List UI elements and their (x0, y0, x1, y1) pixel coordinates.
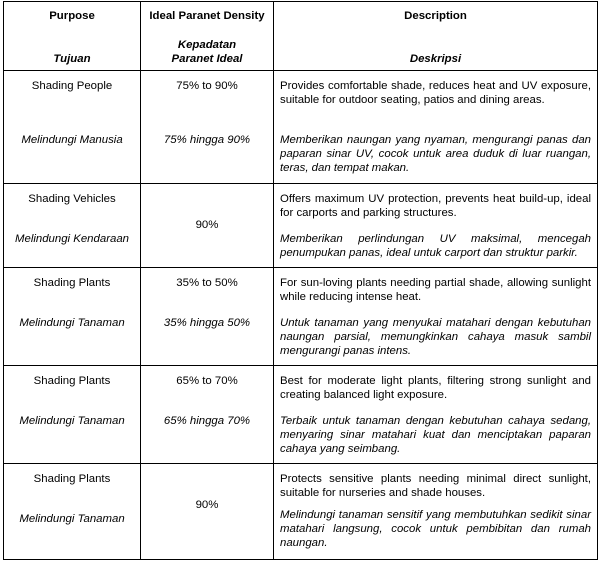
purpose-id: Melindungi Tanaman (19, 513, 125, 525)
header-description-en: Description (404, 10, 467, 22)
description-en: Offers maximum UV protection, prevents heat build-up, ideal for carports and parking structures. (280, 193, 591, 219)
density-value: 90% (195, 499, 219, 511)
header-purpose-en: Purpose (49, 10, 95, 22)
description-en: Protects sensitive plants needing minimal direct sunlight, suitable for nurseries and shade houses. (280, 473, 591, 499)
density-cell (141, 268, 274, 366)
purpose-cell (4, 268, 141, 366)
density-en: 75% to 90% (176, 80, 238, 92)
density-en: 35% to 50% (176, 277, 238, 289)
description-id: Melindungi tanaman sensitif yang membutuhkan sedikit sinar matahari langsung, cocok untuk pembibitan dan rumah naungan. (280, 509, 591, 549)
description-cell (274, 366, 598, 464)
density-cell (141, 71, 274, 184)
description-id: Memberikan naungan yang nyaman, mengurangi panas dan paparan sinar UV, cocok untuk area duduk di luar ruangan, teras, dan tempat makan. (280, 134, 591, 174)
density-cell (141, 464, 274, 560)
density-id: 75% hingga 90% (163, 134, 251, 146)
density-en: 65% to 70% (176, 375, 238, 387)
table-row (4, 71, 598, 184)
description-en: For sun-loving plants needing partial shade, allowing sunlight while reducing intense heat. (280, 277, 591, 303)
description-en: Provides comfortable shade, reduces heat and UV exposure, suitable for outdoor seating, patios and dining areas. (280, 80, 591, 106)
table-row (4, 464, 598, 560)
purpose-cell (4, 184, 141, 268)
purpose-en: Shading Plants (33, 375, 111, 387)
table-row (4, 184, 598, 268)
description-cell (274, 184, 598, 268)
header-description (274, 2, 598, 71)
purpose-en: Shading People (31, 80, 113, 92)
description-cell (274, 71, 598, 184)
header-density (141, 2, 274, 71)
purpose-id: Melindungi Tanaman (19, 415, 125, 427)
density-id: 65% hingga 70% (163, 415, 251, 427)
description-id: Untuk tanaman yang menyukai matahari dengan kebutuhan naungan parsial, memungkinkan cahaya masuk sambil mengurangi panas intens. (280, 317, 591, 357)
description-en: Best for moderate light plants, filtering strong sunlight and creating balanced light exposure. (280, 375, 591, 401)
table-row (4, 268, 598, 366)
purpose-en: Shading Vehicles (28, 193, 116, 205)
header-density-en: Ideal Paranet Density (149, 10, 265, 22)
purpose-id: Melindungi Tanaman (19, 317, 125, 329)
purpose-cell (4, 71, 141, 184)
density-value: 90% (195, 219, 219, 231)
density-id: 35% hingga 50% (163, 317, 251, 329)
table-row (4, 366, 598, 464)
paranet-density-table (3, 1, 598, 560)
table-header-row (4, 2, 598, 71)
description-id: Terbaik untuk tanaman dengan kebutuhan cahaya sedang, menyaring sinar matahari kuat dan menciptakan paparan cahaya yang seimbang. (280, 415, 591, 455)
purpose-cell (4, 366, 141, 464)
header-purpose (4, 2, 141, 71)
purpose-id: Melindungi Manusia (21, 134, 123, 146)
description-id: Memberikan perlindungan UV maksimal, mencegah penumpukan panas, ideal untuk carport dan struktur parkir. (280, 233, 591, 259)
purpose-en: Shading Plants (33, 473, 111, 485)
description-cell (274, 268, 598, 366)
purpose-cell (4, 464, 141, 560)
header-description-id: Deskripsi (409, 53, 462, 65)
header-purpose-id: Tujuan (53, 53, 91, 65)
description-cell (274, 464, 598, 560)
purpose-en: Shading Plants (33, 277, 111, 289)
density-cell (141, 366, 274, 464)
purpose-id: Melindungi Kendaraan (15, 233, 129, 245)
density-cell (141, 184, 274, 268)
header-density-id: Kepadatan Paranet Ideal (171, 39, 243, 65)
